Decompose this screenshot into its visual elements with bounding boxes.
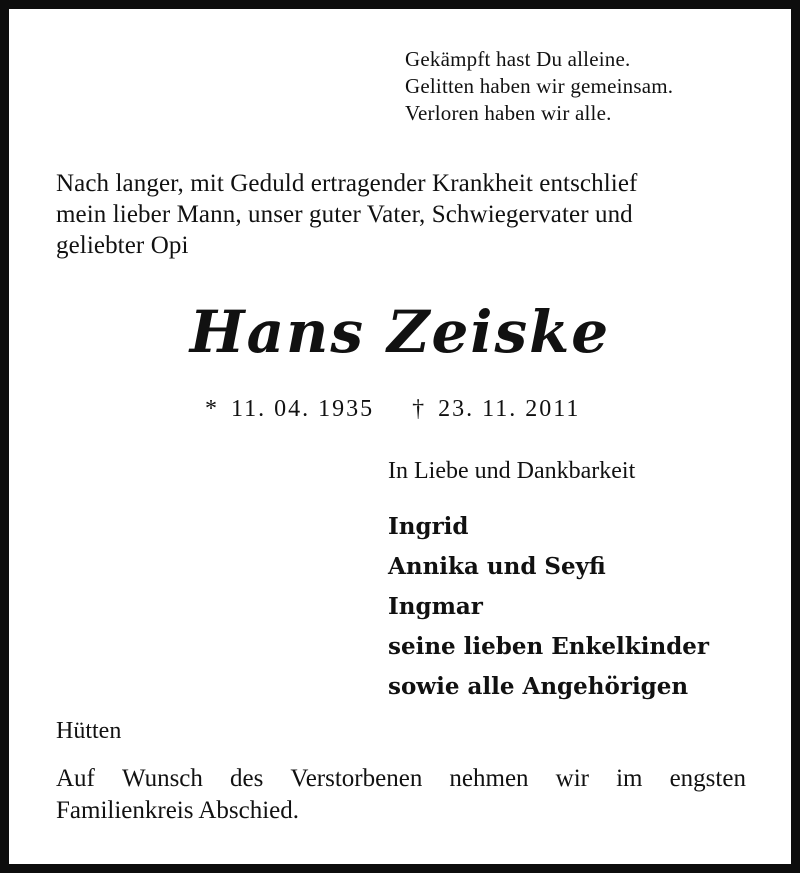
place-name: Hütten: [56, 718, 122, 744]
notice-word: engsten: [669, 765, 746, 792]
mourner-name: seine lieben Enkelkinder: [388, 633, 710, 660]
death-date: 23. 11. 2011: [438, 396, 581, 422]
notice-word: Auf: [56, 765, 95, 792]
mourners-list: [388, 507, 709, 707]
mourner-name: sowie alle Angehörigen: [388, 673, 689, 700]
deceased-name: Hans Zeiske: [189, 298, 611, 366]
motto-line: Gelitten haben wir gemeinsam.: [405, 74, 674, 98]
mourner-name: Ingrid: [388, 513, 469, 540]
intro-line: geliebter Opi: [56, 232, 189, 259]
notice-word: Wunsch: [121, 765, 203, 792]
funeral-notice: [56, 763, 746, 827]
mourner-name: Annika und Seyfi: [388, 553, 606, 580]
birth-date: 11. 04. 1935: [231, 396, 375, 422]
motto-line: Gekämpft hast Du alleine.: [405, 47, 631, 71]
notice-line-1: [56, 763, 746, 795]
motto-line: Verloren haben wir alle.: [405, 101, 612, 125]
intro-line: mein lieber Mann, unser guter Vater, Schwiegervater und: [56, 201, 633, 228]
intro-text: [56, 168, 756, 261]
notice-word: nehmen: [449, 765, 529, 792]
notice-word: wir: [555, 765, 589, 792]
life-dates: [205, 394, 580, 424]
notice-word: des: [230, 765, 264, 792]
motto-verse: [405, 46, 673, 127]
cross-icon: †: [412, 396, 427, 422]
notice-line-2: Familienkreis Abschied.: [56, 797, 300, 824]
notice-word: Verstorbenen: [290, 765, 423, 792]
mourner-name: Ingmar: [388, 593, 483, 620]
intro-line: Nach langer, mit Geduld ertragender Krankheit entschlief: [56, 170, 638, 197]
gratitude-line: In Liebe und Dankbarkeit: [388, 458, 636, 484]
notice-word: im: [616, 765, 643, 792]
birth-symbol-icon: *: [205, 396, 219, 422]
